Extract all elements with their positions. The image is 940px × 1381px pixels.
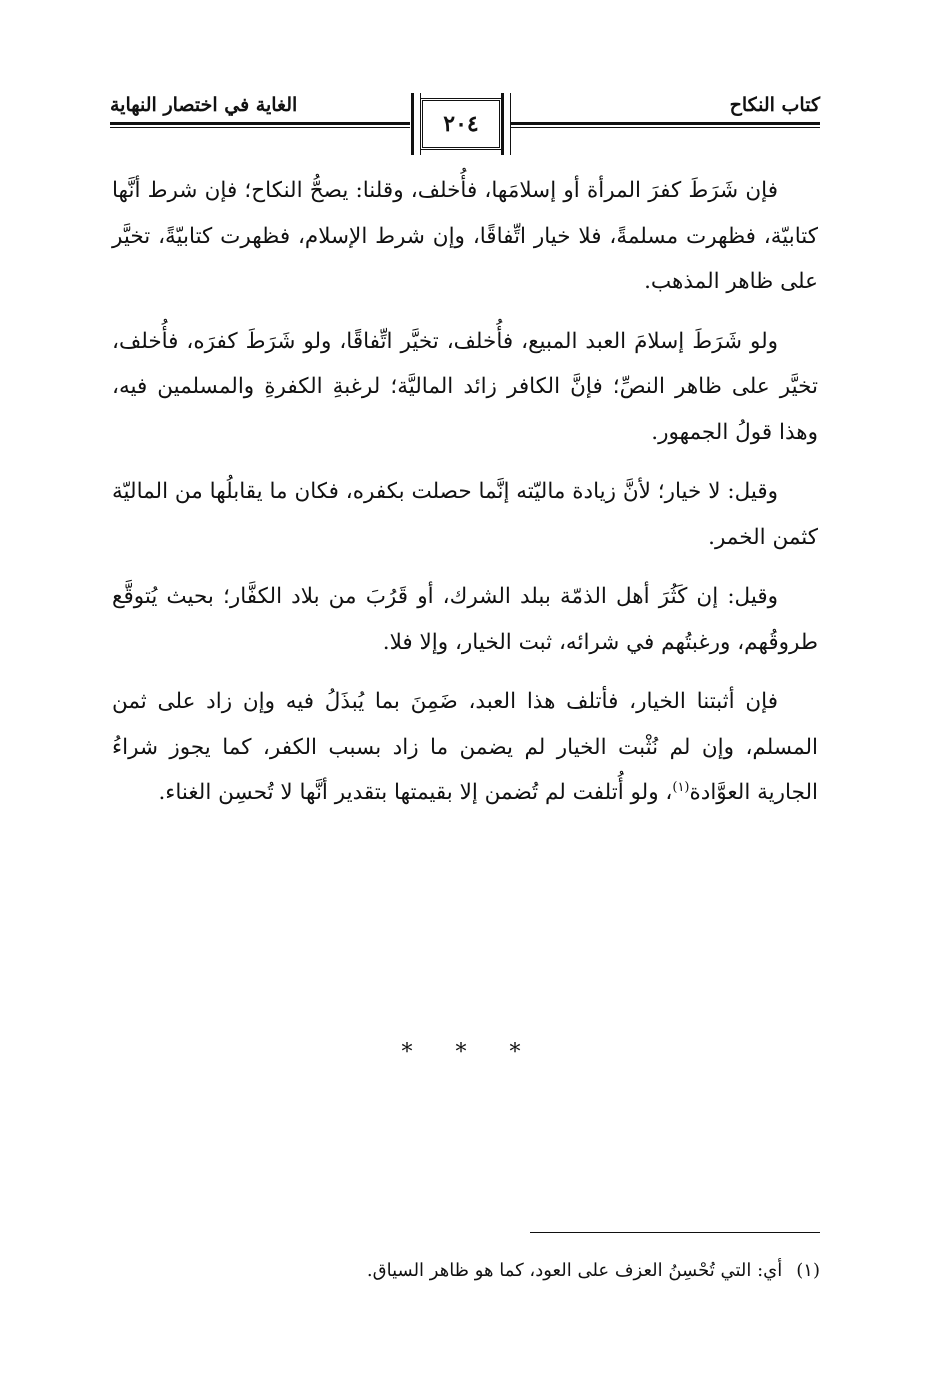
footnote-text: أي: التي تُحْسِنُ العزف على العود، كما هو ظاهر السياق. [366, 1260, 783, 1281]
paragraph: ولو شَرَطَ إسلامَ العبد المبيع، فأُخلف، تخيَّر اتِّفاقًا، ولو شَرَطَ كفرَه، فأُخلف، تخيَّر على ظاهر النصِّ؛ فإنَّ الكافر زائد الماليَّة؛ لرغبةِ الكفرةِ والمسلمين فيه، وهذا قولُ الجمهور. [112, 328, 818, 445]
paragraph-text: ، ولو أُتلفت لم تُضمن إلا بقيمتها بتقدير أنَّها لا تُحسِن الغناء. [158, 780, 673, 805]
footnote-reference[interactable]: (١) [672, 779, 690, 795]
header-rule-right [510, 122, 820, 128]
page-number-frame [420, 98, 502, 150]
paragraph: فإن شَرَطَ كفرَ المرأة أو إسلامَها، فأُخلف، وقلنا: يصحُّ النكاح؛ فإن شرط أنَّها كتابيّة، فظهرت مسلمةً، فلا خيار اتِّفاقًا، وإن شرط الإسلام، فظهرت كتابيّةً، تخيَّر على ظاهر المذهب. [112, 178, 818, 294]
paragraph: وقيل: إن كَثُرَ أهل الذمّة ببلد الشرك، أو قَرُبَ من بلاد الكفَّار؛ بحيث يُتوقَّع طروقُهم، ورغبتُهم في شرائه، ثبت الخيار، وإلا فلا. [112, 584, 818, 655]
footnote [200, 1258, 820, 1284]
paragraph-text: فإن أثبتنا الخيار، فأتلف هذا العبد، ضَمِنَ بما يُبذَلُ فيه وإن زاد على ثمن المسلم، وإن لم نُثْبت الخيار لم يضمن ما زاد بسبب الكفر، كما يجوز شراءُ الجارية العوَّادة [112, 689, 818, 805]
chapter-title: كتاب النكاح [729, 94, 820, 116]
paragraph-with-footnote [112, 679, 818, 816]
book-title: الغاية في اختصار النهاية [110, 94, 298, 116]
page-number: ٢٠٤ [443, 111, 479, 137]
main-text [112, 168, 818, 830]
section-separator: * * * [401, 1040, 539, 1065]
paragraph: وقيل: لا خيار؛ لأنَّ زيادة ماليّته إنَّما حصلت بكفره، فكان ما يقابلُها من الماليّة كثمن الخمر. [112, 479, 818, 550]
footnote-rule [530, 1232, 820, 1233]
running-header [110, 88, 820, 160]
header-rule-left [110, 122, 410, 128]
footnote-marker: (١) [796, 1260, 820, 1281]
